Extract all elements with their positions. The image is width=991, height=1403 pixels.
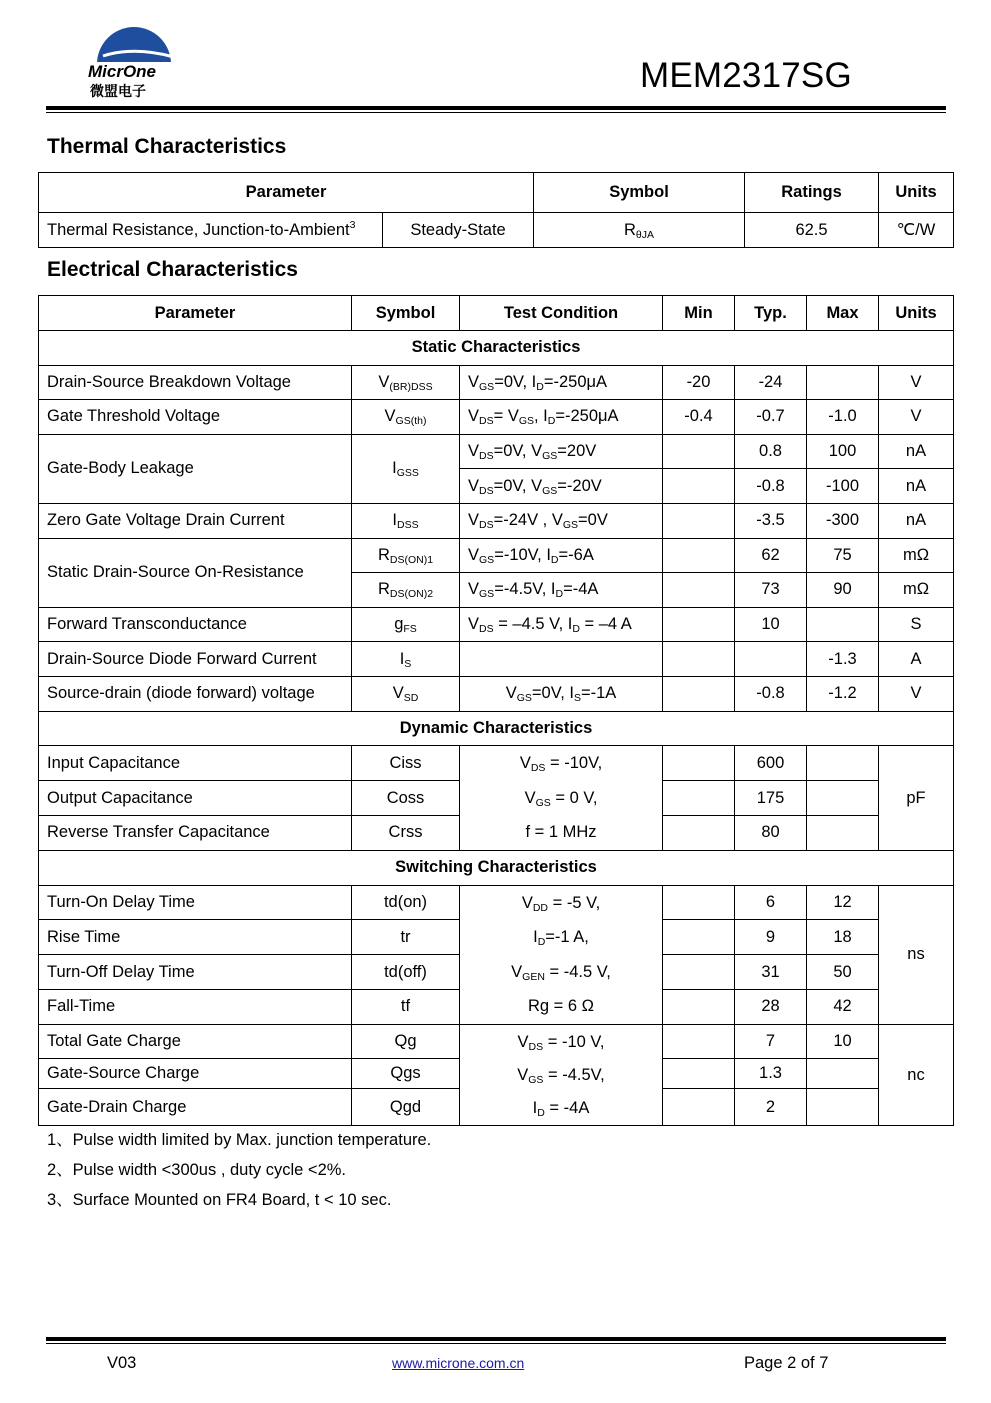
min-cell xyxy=(663,885,735,920)
cond-cell: $V_{GS}=-4.5V$, $I_D=-4A$ xyxy=(460,573,663,608)
table-row xyxy=(39,213,954,248)
header-rule-thin xyxy=(46,112,946,113)
footer-page-number: Page 2 of 7 xyxy=(744,1354,829,1372)
typ-cell: 62 xyxy=(735,538,807,573)
symbol-cell: $R_{DS(ON)2}$ xyxy=(352,573,460,608)
cond-cell: $V_{DS}=0V$, $V_{GS}=20V$ xyxy=(460,434,663,469)
footer-rule xyxy=(46,1337,946,1341)
max-cell: -300 xyxy=(807,503,879,538)
thermal-table xyxy=(38,172,954,248)
footer-url-wrap xyxy=(392,1354,524,1373)
unit-cell: mΩ xyxy=(879,573,954,608)
param-cell: Gate Threshold Voltage xyxy=(39,400,352,435)
max-cell: 50 xyxy=(807,955,879,990)
table-row xyxy=(39,538,954,573)
table-row xyxy=(39,676,954,711)
microne-logo xyxy=(86,26,178,102)
typ-cell: 7 xyxy=(735,1024,807,1059)
electrical-table xyxy=(38,295,954,1126)
table-row xyxy=(39,1024,954,1059)
min-cell xyxy=(663,1059,735,1089)
max-cell xyxy=(807,1059,879,1089)
typ-cell: -24 xyxy=(735,365,807,400)
footnotes xyxy=(47,1130,431,1220)
unit-cell: pF xyxy=(879,746,954,851)
min-cell xyxy=(663,469,735,504)
param-cell: Source-drain (diode forward) voltage xyxy=(39,676,352,711)
col-typ: Typ. xyxy=(735,296,807,331)
min-cell xyxy=(663,676,735,711)
logo-cn: 微盟电子 xyxy=(90,84,146,100)
symbol-cell: Crss xyxy=(352,815,460,850)
max-cell: 10 xyxy=(807,1024,879,1059)
min-cell xyxy=(663,990,735,1025)
symbol-cell: $V_{(BR)DSS}$ xyxy=(352,365,460,400)
param-cell: Gate-Drain Charge xyxy=(39,1089,352,1126)
footnote: 3、Surface Mounted on FR4 Board, t < 10 sec. xyxy=(47,1191,392,1209)
max-cell: 18 xyxy=(807,920,879,955)
param-cell: Static Drain-Source On-Resistance xyxy=(39,538,352,607)
table-row xyxy=(39,400,954,435)
max-cell xyxy=(807,815,879,850)
col-symbol: Symbol xyxy=(352,296,460,331)
unit-cell: nc xyxy=(879,1024,954,1126)
min-cell xyxy=(663,503,735,538)
col-ratings: Ratings xyxy=(745,173,879,213)
cond-cell: $V_{GS}=0V$, $I_D=-250\mu A$ xyxy=(460,365,663,400)
min-cell xyxy=(663,434,735,469)
typ-cell: -0.8 xyxy=(735,676,807,711)
footer-link[interactable]: www.microne.com.cn xyxy=(392,1355,525,1371)
table-row xyxy=(39,885,954,920)
symbol-cell: $V_{GS(th)}$ xyxy=(352,400,460,435)
typ-cell: -3.5 xyxy=(735,503,807,538)
cond-cell: $V_{DS}= V_{GS}$, $I_D=-250\mu A$ xyxy=(460,400,663,435)
charge-condition: $V_{DS} = -10$ V, $V_{GS} = -4.5V$, $I_D = -4A$ xyxy=(460,1024,663,1126)
min-cell xyxy=(663,781,735,816)
max-cell: 75 xyxy=(807,538,879,573)
symbol-cell: $V_{SD}$ xyxy=(352,676,460,711)
band-switching: Switching Characteristics xyxy=(39,850,954,885)
param-cell: Total Gate Charge xyxy=(39,1024,352,1059)
footnote: 2、Pulse width <300us , duty cycle <2%. xyxy=(47,1161,346,1179)
param-cell: Gate-Body Leakage xyxy=(39,434,352,503)
table-row xyxy=(39,746,954,781)
typ-cell: 2 xyxy=(735,1089,807,1126)
thermal-condition: Steady-State xyxy=(383,213,534,248)
cond-cell: $V_{DS} = -4.5$ V, $I_D = -4$ A xyxy=(460,607,663,642)
param-cell: Drain-Source Diode Forward Current xyxy=(39,642,352,677)
max-cell: -1.3 xyxy=(807,642,879,677)
cond-cell: $V_{DS}=-24V$ , $V_{GS}=0V$ xyxy=(460,503,663,538)
min-cell xyxy=(663,538,735,573)
min-cell xyxy=(663,573,735,608)
min-cell: -0.4 xyxy=(663,400,735,435)
table-row xyxy=(39,642,954,677)
param-cell: Input Capacitance xyxy=(39,746,352,781)
min-cell xyxy=(663,955,735,990)
symbol-cell: $I_S$ xyxy=(352,642,460,677)
typ-cell: 80 xyxy=(735,815,807,850)
footnote: 1、Pulse width limited by Max. junction temperature. xyxy=(47,1131,432,1149)
footer-rule-thin xyxy=(46,1343,946,1344)
typ-cell: -0.8 xyxy=(735,469,807,504)
cond-cell: $V_{GS}=-10V$, $I_D=-6A$ xyxy=(460,538,663,573)
table-row xyxy=(39,365,954,400)
typ-cell: 28 xyxy=(735,990,807,1025)
typ-cell: 1.3 xyxy=(735,1059,807,1089)
band-dynamic: Dynamic Characteristics xyxy=(39,711,954,746)
min-cell xyxy=(663,1089,735,1126)
document-title: MEM2317SG xyxy=(640,56,852,95)
param-cell: Turn-On Delay Time xyxy=(39,885,352,920)
thermal-rating: 62.5 xyxy=(745,213,879,248)
param-cell: Zero Gate Voltage Drain Current xyxy=(39,503,352,538)
min-cell xyxy=(663,746,735,781)
logo-text: MicrOne xyxy=(88,62,157,81)
col-units: Units xyxy=(879,296,954,331)
thermal-unit: ℃/W xyxy=(879,213,954,248)
unit-cell: A xyxy=(879,642,954,677)
param-cell: Turn-Off Delay Time xyxy=(39,955,352,990)
typ-cell: 0.8 xyxy=(735,434,807,469)
symbol-cell: td(on) xyxy=(352,885,460,920)
unit-cell: nA xyxy=(879,434,954,469)
param-cell: Rise Time xyxy=(39,920,352,955)
max-cell: 90 xyxy=(807,573,879,608)
max-cell xyxy=(807,781,879,816)
col-units: Units xyxy=(879,173,954,213)
thermal-heading: Thermal Characteristics xyxy=(47,135,287,158)
typ-cell: 9 xyxy=(735,920,807,955)
min-cell xyxy=(663,642,735,677)
param-cell: Forward Transconductance xyxy=(39,607,352,642)
unit-cell: V xyxy=(879,400,954,435)
table-row xyxy=(39,607,954,642)
typ-cell: -0.7 xyxy=(735,400,807,435)
table-row xyxy=(39,503,954,538)
switching-condition: $V_{DD} = -5$ V, $I_D=-1$ A, $V_{GEN} = -4.5$ V, Rg = 6 Ω xyxy=(460,885,663,1024)
typ-cell: 10 xyxy=(735,607,807,642)
unit-cell: S xyxy=(879,607,954,642)
unit-cell: ns xyxy=(879,885,954,1024)
col-max: Max xyxy=(807,296,879,331)
symbol-cell: tr xyxy=(352,920,460,955)
footer-version: V03 xyxy=(107,1354,137,1372)
max-cell: -1.0 xyxy=(807,400,879,435)
max-cell xyxy=(807,365,879,400)
param-cell: Drain-Source Breakdown Voltage xyxy=(39,365,352,400)
min-cell: -20 xyxy=(663,365,735,400)
symbol-cell: td(off) xyxy=(352,955,460,990)
max-cell: -100 xyxy=(807,469,879,504)
col-min: Min xyxy=(663,296,735,331)
thermal-symbol: $R_{\theta JA}$ xyxy=(534,213,745,248)
cond-cell: $V_{DS}=0V$, $V_{GS}=-20V$ xyxy=(460,469,663,504)
symbol-cell: Qgs xyxy=(352,1059,460,1089)
param-cell: Fall-Time xyxy=(39,990,352,1025)
unit-cell: V xyxy=(879,365,954,400)
unit-cell: nA xyxy=(879,503,954,538)
symbol-cell: tf xyxy=(352,990,460,1025)
col-test-condition: Test Condition xyxy=(460,296,663,331)
min-cell xyxy=(663,815,735,850)
param-cell: Reverse Transfer Capacitance xyxy=(39,815,352,850)
min-cell xyxy=(663,607,735,642)
max-cell xyxy=(807,1089,879,1126)
symbol-cell: Coss xyxy=(352,781,460,816)
unit-cell: mΩ xyxy=(879,538,954,573)
typ-cell: 31 xyxy=(735,955,807,990)
param-cell: Gate-Source Charge xyxy=(39,1059,352,1089)
col-symbol: Symbol xyxy=(534,173,745,213)
cond-cell: $V_{GS}=0V$, $I_S=-1A$ xyxy=(460,676,663,711)
typ-cell xyxy=(735,642,807,677)
col-parameter: Parameter xyxy=(39,296,352,331)
typ-cell: 175 xyxy=(735,781,807,816)
symbol-cell: Ciss xyxy=(352,746,460,781)
dynamic-condition: $V_{DS} = -10V$, $V_{GS} = 0$ V, f = 1 MHz xyxy=(460,746,663,851)
symbol-cell: Qg xyxy=(352,1024,460,1059)
symbol-cell: $I_{GSS}$ xyxy=(352,434,460,503)
col-parameter: Parameter xyxy=(39,173,534,213)
max-cell xyxy=(807,607,879,642)
max-cell: 100 xyxy=(807,434,879,469)
typ-cell: 73 xyxy=(735,573,807,608)
header-rule xyxy=(46,106,946,110)
symbol-cell: $g_{FS}$ xyxy=(352,607,460,642)
max-cell xyxy=(807,746,879,781)
param-cell: Output Capacitance xyxy=(39,781,352,816)
max-cell: -1.2 xyxy=(807,676,879,711)
min-cell xyxy=(663,920,735,955)
band-static: Static Characteristics xyxy=(39,331,954,366)
electrical-heading: Electrical Characteristics xyxy=(47,258,298,281)
max-cell: 42 xyxy=(807,990,879,1025)
typ-cell: 600 xyxy=(735,746,807,781)
thermal-param: Thermal Resistance, Junction-to-Ambient$^3$ xyxy=(39,213,383,248)
cond-cell xyxy=(460,642,663,677)
typ-cell: 6 xyxy=(735,885,807,920)
symbol-cell: $I_{DSS}$ xyxy=(352,503,460,538)
max-cell: 12 xyxy=(807,885,879,920)
symbol-cell: Qgd xyxy=(352,1089,460,1126)
unit-cell: V xyxy=(879,676,954,711)
table-row xyxy=(39,434,954,469)
min-cell xyxy=(663,1024,735,1059)
unit-cell: nA xyxy=(879,469,954,504)
symbol-cell: $R_{DS(ON)1}$ xyxy=(352,538,460,573)
